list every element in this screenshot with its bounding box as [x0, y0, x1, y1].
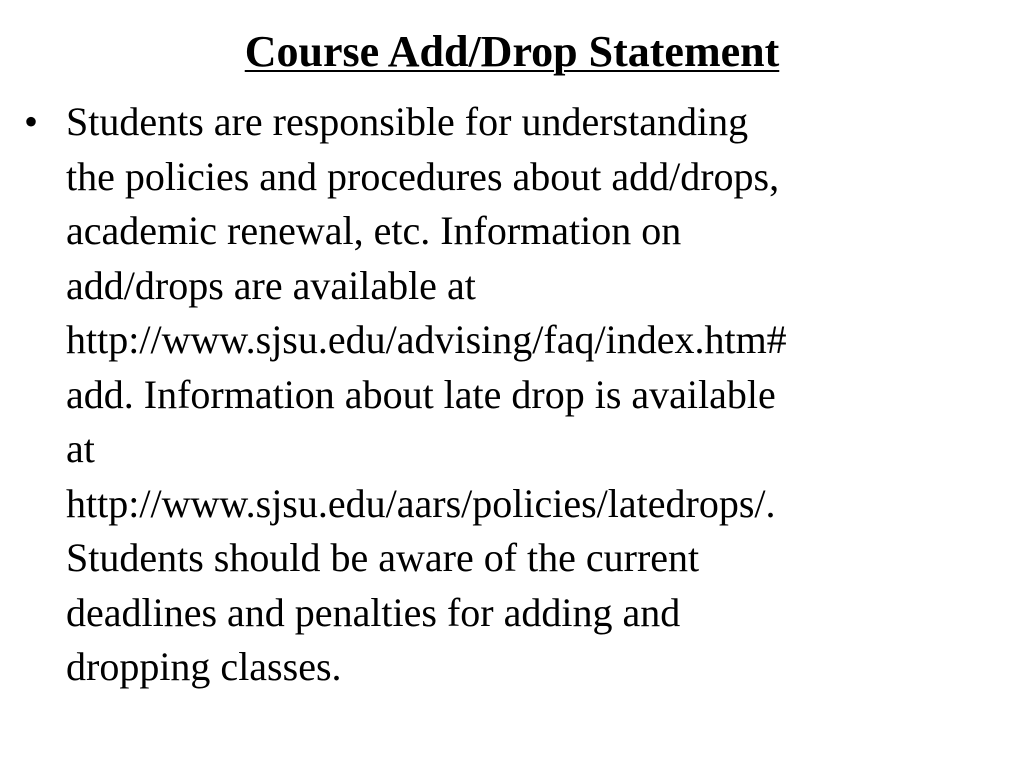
slide-title: Course Add/Drop Statement: [244, 27, 780, 76]
bullet-text-line: Students should be aware of the current: [66, 535, 700, 580]
url-text-line: http://www.sjsu.edu/advising/faq/index.htm#: [66, 317, 787, 362]
bullet-text-line: academic renewal, etc. Information on: [66, 208, 682, 253]
bullet-text-line: at: [66, 426, 95, 471]
bullet-text-line: dropping classes.: [66, 644, 342, 689]
bullet-text-line: the policies and procedures about add/drops,: [66, 153, 780, 199]
bullet-text-line: add. Information about late drop is available: [66, 371, 776, 417]
bullet-text-line: deadlines and penalties for adding and: [66, 589, 681, 635]
bullet-icon: •: [24, 99, 39, 144]
bullet-list: [22, 95, 1012, 695]
url-text-line: http://www.sjsu.edu/aars/policies/latedrops/.: [66, 480, 776, 526]
bullet-text-line: Students are responsible for understanding: [66, 99, 749, 144]
bullet-text-line: add/drops are available at: [66, 262, 476, 308]
list-item: [22, 95, 1012, 695]
